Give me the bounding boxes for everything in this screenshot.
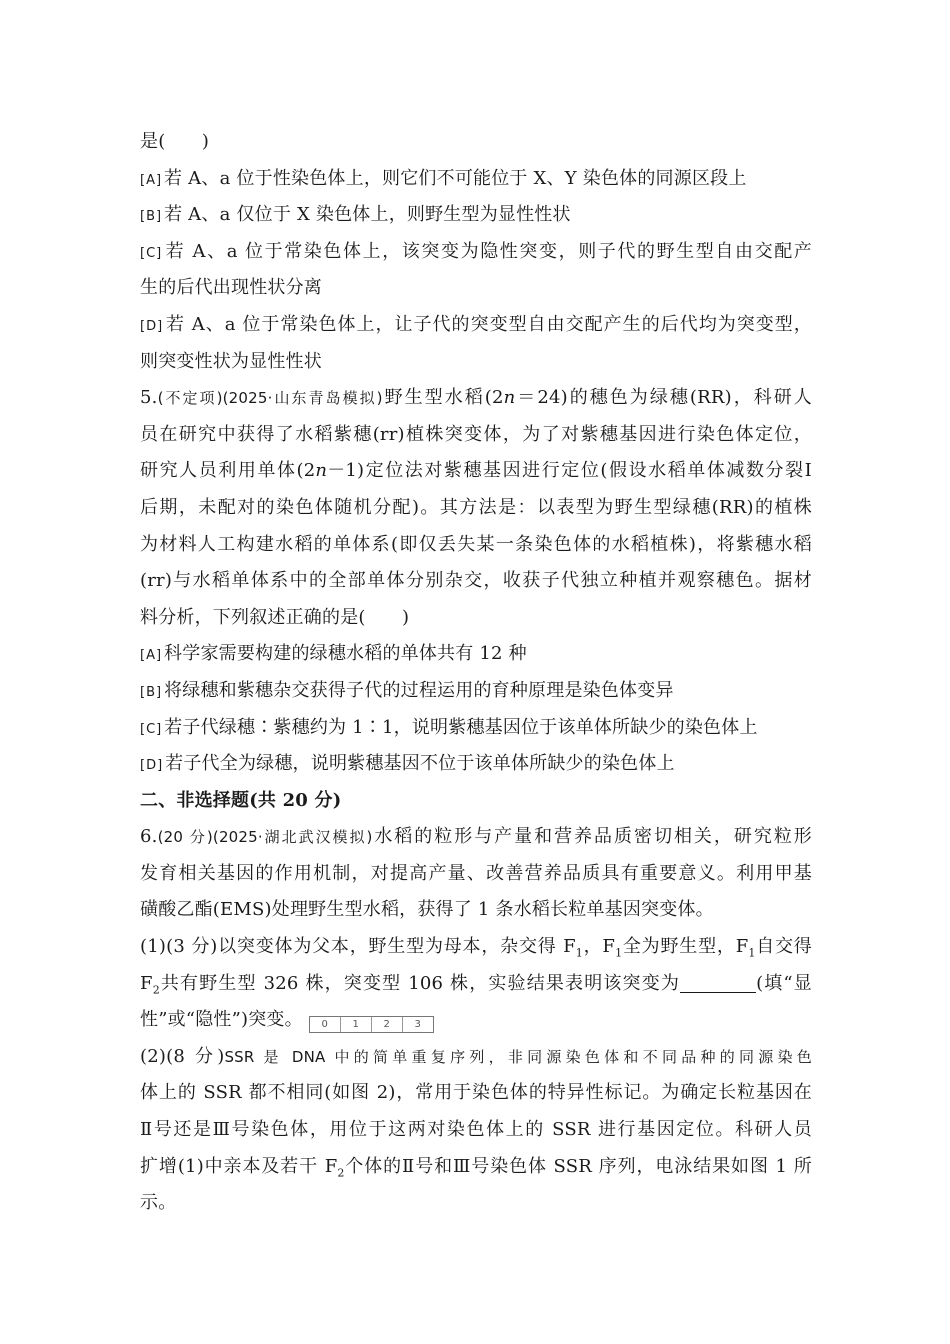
q6-line-1 [140, 819, 812, 856]
q6-tag: (20 分)(2025·湖北武汉模拟) [157, 828, 373, 847]
option-marker: [A] [140, 172, 163, 188]
score-box-3[interactable]: 3 [402, 1017, 433, 1032]
option-marker: [B] [140, 684, 163, 700]
q4-option-d-cont: 则突变性状为显性性状 [140, 350, 322, 372]
q5-option-a[interactable] [140, 636, 812, 673]
score-box-2[interactable]: 2 [371, 1017, 402, 1032]
option-text: 若子代绿穗∶紫穗约为 1∶1，说明紫穗基因位于该单体所缺少的染色体上 [164, 716, 758, 738]
q5-line-3 [140, 453, 812, 490]
option-text: 将绿穗和紫穗杂交获得子代的过程运用的育种原理是染色体变异 [164, 679, 674, 701]
q6-part2-line-4 [140, 1149, 812, 1186]
subscript: 2 [337, 1166, 345, 1180]
option-text: 若 A、a 位于常染色体上，让子代的突变型自由交配产生的后代均为突变型， [165, 313, 812, 335]
q6-text: 水稻的粒形与产量和营养品质密切相关，研究粒形 [372, 826, 812, 848]
q6-text: 性”或“隐性”)突变。 [140, 1009, 303, 1031]
q6-part1-line-3 [140, 1002, 812, 1039]
q4-option-a[interactable] [140, 161, 812, 198]
q6-text: 个体的Ⅱ号和Ⅲ号染色体 SSR 序列，电泳结果如图 1 所 [344, 1155, 812, 1177]
q5-text: 研究人员利用单体(2 [140, 460, 316, 482]
q5-option-d[interactable] [140, 746, 812, 783]
option-marker: [D] [140, 318, 164, 334]
option-text: 若 A、a 仅位于 X 染色体上，则野生型为显性性状 [164, 204, 571, 226]
subscript: 1 [615, 946, 623, 960]
q6-part2-line-3: Ⅱ号还是Ⅲ号染色体，用位于这两对染色体上的 SSR 进行基因定位。科研人员 [140, 1119, 812, 1141]
score-box-0[interactable]: 0 [321, 1019, 329, 1031]
q4-option-c-cont: 生的后代出现性状分离 [140, 277, 322, 299]
option-marker: [B] [140, 209, 163, 225]
q5-line-6: (rr)与水稻单体系中的全部单体分别杂交，收获子代独立种植并观察穗色。据材 [140, 570, 812, 592]
q6-number: 6. [140, 826, 158, 848]
option-text: 若子代全为绿穗，说明紫穗基因不位于该单体所缺少的染色体上 [165, 753, 675, 775]
score-box-1[interactable]: 1 [340, 1017, 371, 1032]
q5-tag: (不定项)(2025·山东青岛模拟) [157, 389, 383, 408]
q6-part1-line-1 [140, 929, 812, 966]
q4-option-b[interactable] [140, 197, 812, 234]
page-content [140, 124, 812, 1222]
section-2-heading: 二、非选择题(共 20 分) [140, 789, 342, 811]
q5-line-5: 为材料人工构建水稻的单体系(即仅丢失某一条染色体的水稻植株)，将紫穗水稻 [140, 533, 812, 555]
subscript: 1 [575, 946, 583, 960]
subscript: 2 [152, 983, 160, 997]
q4-option-c[interactable] [140, 234, 812, 271]
q6-part2-line-2: 体上的 SSR 都不相同(如图 2)，常用于染色体的特异性标记。为确定长粒基因在 [140, 1082, 812, 1104]
q6-line-2: 发育相关基因的作用机制，对提高产量、改善营养品质具有重要意义。利用甲基 [140, 862, 812, 884]
q5-text: －1)定位法对紫穗基因进行定位(假设水稻单体减数分裂Ⅰ [327, 460, 812, 482]
q5-text: ＝24)的穗色为绿穗(RR)，科研人 [515, 387, 813, 409]
q6-text: 全为野生型，F [622, 936, 749, 958]
q6-line-3: 磺酸乙酯(EMS)处理野生型水稻，获得了 1 条水稻长粒单基因突变体。 [140, 899, 714, 921]
q5-line-2: 员在研究中获得了水稻紫穗(rr)植株突变体，为了对紫穗基因进行染色体定位， [140, 423, 812, 445]
score-boxes [309, 1016, 434, 1033]
option-text: 若 A、a 位于常染色体上，该突变为隐性突变，则子代的野生型自由交配产 [164, 240, 812, 262]
option-marker: [A] [140, 648, 163, 664]
q5-number: 5. [140, 387, 158, 409]
option-marker: [C] [140, 245, 163, 261]
q5-option-b[interactable] [140, 673, 812, 710]
option-marker: [D] [140, 758, 164, 774]
option-text: 科学家需要构建的绿穗水稻的单体共有 12 种 [164, 643, 527, 665]
italic-n: n [315, 460, 328, 482]
q6-text: 自交得 [755, 936, 812, 958]
answer-blank[interactable] [680, 974, 756, 993]
q6-part1-line-2 [140, 966, 812, 1003]
q4-stem-end: 是( ) [140, 131, 210, 152]
q5-line-7: 料分析，下列叙述正确的是( ) [140, 606, 410, 628]
q6-text: 扩增(1)中亲本及若干 F [140, 1155, 338, 1177]
q6-text: F [140, 972, 153, 994]
q6-text: (填“显 [756, 972, 812, 994]
q6-text: (1)(3 分)以突变体为父本，野生型为母本，杂交得 F [140, 936, 576, 958]
subscript: 1 [748, 946, 756, 960]
q5-line-4: 后期，未配对的染色体随机分配)。其方法是：以表型为野生型绿穗(RR)的植株 [140, 496, 812, 518]
q4-option-d[interactable] [140, 307, 812, 344]
q6-text: (2)(8 分) [140, 1045, 225, 1067]
q6-part2-line-1 [140, 1039, 812, 1076]
q6-part2-line-5: 示。 [140, 1192, 177, 1214]
option-text: 若 A、a 位于性染色体上，则它们不可能位于 X、Y 染色体的同源区段上 [164, 167, 747, 189]
q5-option-c[interactable] [140, 710, 812, 747]
q6-text: SSR 是 DNA 中的简单重复序列，非同源染色体和不同品种的同源染色 [224, 1047, 812, 1066]
q5-line-1 [140, 380, 812, 417]
q6-text: 共有野生型 326 株，突变型 106 株，实验结果表明该突变为 [159, 972, 681, 994]
q6-text: ，F [582, 936, 616, 958]
option-marker: [C] [140, 721, 163, 737]
italic-n: n [503, 387, 516, 409]
q5-text: 野生型水稻(2 [382, 387, 504, 409]
